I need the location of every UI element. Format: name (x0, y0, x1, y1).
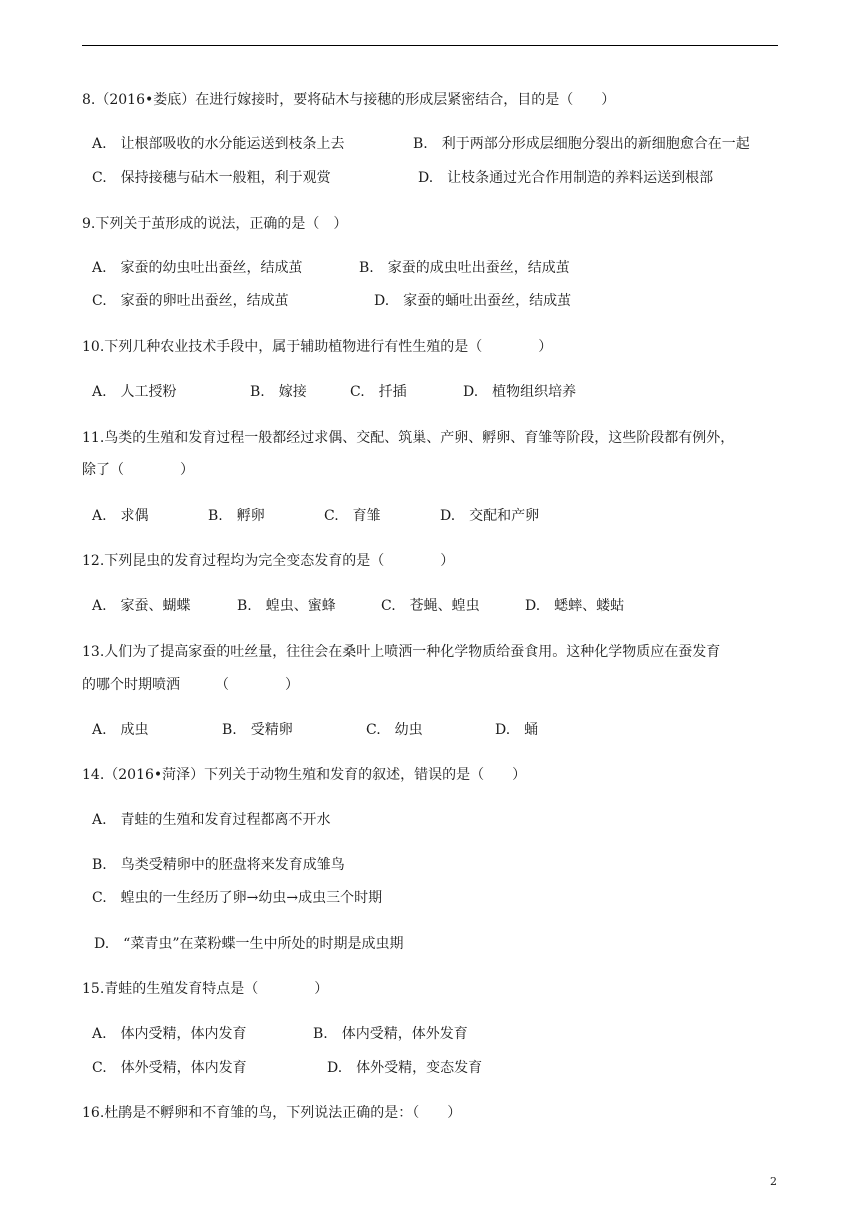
question-16-stem: 16.杜鹃是不孵卵和不育雏的鸟，下列说法正确的是：（ ） (82, 1105, 462, 1121)
question-13-stem-continued: 的哪个时期喷洒 （ ） (82, 677, 299, 693)
question-11-stem: 11.鸟类的生殖和发育过程一般都经过求偶、交配、筑巢、产卵、孵卵、育雏等阶段，这些阶段都有例外， (82, 430, 735, 446)
question-13-stem: 13.人们为了提高家蚕的吐丝量，往往会在桑叶上喷洒一种化学物质给蚕食用。这种化学物质应在蚕发育 (82, 644, 721, 660)
question-13-option-c: C. 幼虫 (366, 722, 423, 738)
question-15-stem: 15.青蛙的生殖发育特点是（ ） (82, 981, 329, 997)
question-15-option-c: C. 体外受精，体内发育 (92, 1060, 247, 1076)
question-11-option-b: B. 孵卵 (208, 508, 265, 524)
question-8-option-d: D. 让枝条通过光合作用制造的养料运送到根部 (418, 170, 714, 186)
question-14-stem: 14.（2016•菏泽）下列关于动物生殖和发育的叙述，错误的是（ ） (82, 767, 527, 783)
question-11-stem-continued: 除了（ ） (82, 462, 194, 478)
question-11-option-d: D. 交配和产卵 (440, 508, 540, 524)
header-rule (82, 45, 778, 46)
question-9-option-c: C. 家蚕的卵吐出蚕丝，结成茧 (92, 293, 289, 309)
question-13-option-a: A. 成虫 (92, 722, 149, 738)
question-10-option-a: A. 人工授粉 (92, 384, 177, 400)
question-11-option-c: C. 育雏 (324, 508, 381, 524)
question-8-option-a: A. 让根部吸收的水分能运送到枝条上去 (92, 136, 345, 152)
question-13-option-b: B. 受精卵 (222, 722, 293, 738)
question-9-option-a: A. 家蚕的幼虫吐出蚕丝，结成茧 (92, 260, 303, 276)
question-10-option-b: B. 嫁接 (250, 384, 307, 400)
question-12-option-c: C. 苍蝇、蝗虫 (381, 598, 480, 614)
question-10-option-d: D. 植物组织培养 (463, 384, 577, 400)
question-14-option-c: C. 蝗虫的一生经历了卵→幼虫→成虫三个时期 (92, 890, 383, 906)
question-14-option-d: D. “菜青虫”在菜粉蝶一生中所处的时期是成虫期 (94, 936, 404, 952)
question-10-option-c: C. 扦插 (350, 384, 407, 400)
question-14-option-b: B. 鸟类受精卵中的胚盘将来发育成雏鸟 (92, 857, 345, 873)
question-10-stem: 10.下列几种农业技术手段中，属于辅助植物进行有性生殖的是（ ） (82, 339, 553, 355)
question-8-option-c: C. 保持接穗与砧木一般粗，利于观赏 (92, 170, 331, 186)
question-12-option-d: D. 蟋蟀、蝼蛄 (525, 598, 625, 614)
question-9-option-b: B. 家蚕的成虫吐出蚕丝，结成茧 (359, 260, 570, 276)
question-12-stem: 12.下列昆虫的发育过程均为完全变态发育的是（ ） (82, 553, 455, 569)
question-9-stem: 9.下列关于茧形成的说法，正确的是（ ） (82, 216, 348, 232)
question-12-option-a: A. 家蚕、蝴蝶 (92, 598, 191, 614)
question-8-option-b: B. 利于两部分形成层细胞分裂出的新细胞愈合在一起 (413, 136, 750, 152)
question-11-option-a: A. 求偶 (92, 508, 149, 524)
question-9-option-d: D. 家蚕的蛹吐出蚕丝，结成茧 (374, 293, 572, 309)
question-8-stem: 8.（2016•娄底）在进行嫁接时，要将砧木与接穗的形成层紧密结合，目的是（ ） (82, 92, 616, 108)
question-14-option-a: A. 青蛙的生殖和发育过程都离不开水 (92, 812, 331, 828)
question-15-option-a: A. 体内受精，体内发育 (92, 1026, 247, 1042)
question-12-option-b: B. 蝗虫、蜜蜂 (237, 598, 336, 614)
page-number: 2 (770, 1175, 777, 1188)
question-13-option-d: D. 蛹 (495, 722, 539, 738)
question-15-option-d: D. 体外受精，变态发育 (327, 1060, 483, 1076)
question-15-option-b: B. 体内受精，体外发育 (313, 1026, 468, 1042)
